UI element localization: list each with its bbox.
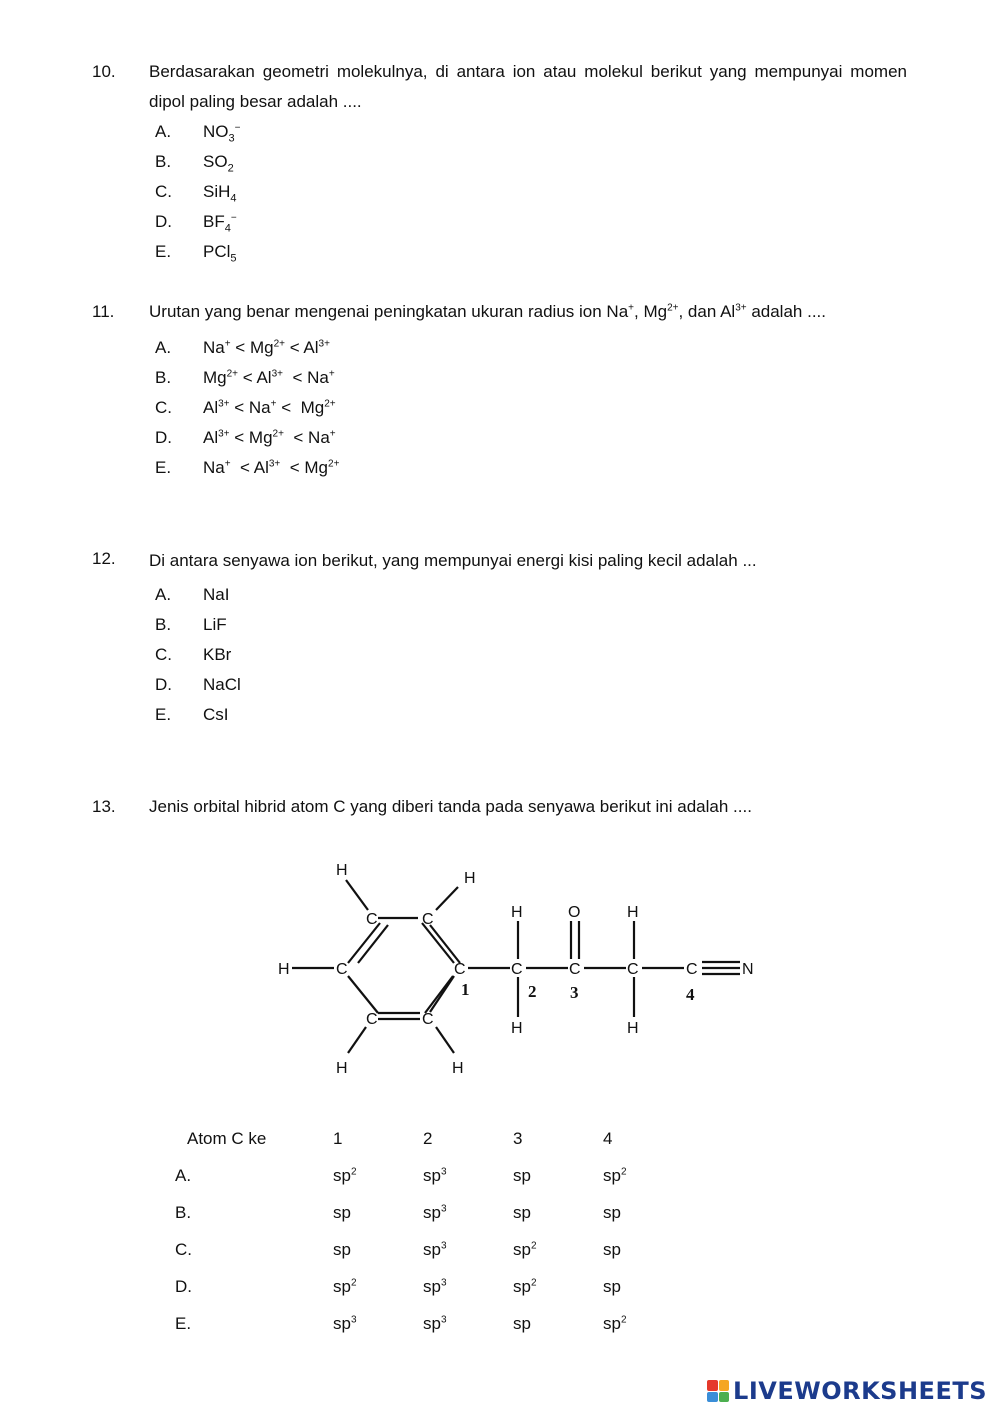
question-12 [92,544,907,730]
table-cell: sp [513,1314,531,1333]
option-value: $NO_3^-$ [203,122,241,145]
atom-c: C [422,1011,434,1028]
option-label: C. [155,398,172,417]
option-c[interactable] [155,640,907,670]
atom-h: H [464,870,476,887]
question-text: Di antara senyawa ion berikut, yang mempunyai energi kisi paling kecil adalah ... [149,551,757,570]
table-cell: $sp^3$ [333,1314,357,1333]
option-b[interactable] [155,610,907,640]
option-e[interactable] [155,453,907,483]
option-label: B. [155,368,172,387]
atom-n: N [742,961,754,978]
option-label: D. [155,428,172,447]
question-number: 11. [92,302,115,321]
option-label: E. [155,242,172,261]
table-cell: $sp^3$ [423,1240,447,1259]
liveworksheets-logo[interactable] [707,1377,987,1405]
atom-h: H [452,1060,464,1077]
option-d[interactable] [155,423,907,453]
question-number: 10. [92,62,116,81]
option-value: $BF_4^-$ [203,212,237,235]
atom-h: H [511,904,523,921]
atoms [278,862,754,1077]
table-cell: $sp^3$ [423,1277,447,1296]
option-d[interactable] [155,207,907,237]
table-cell: $sp^2$ [603,1166,627,1185]
option-value: $Na^+ < Mg^{2+} < Al^{3+}$ [203,338,330,357]
option-value: $Mg^{2+} < Al^{3+} < Na^+$ [203,368,335,387]
table-header [187,1124,693,1161]
table-cell: $sp^2$ [603,1314,627,1333]
option-list [155,580,907,730]
option-value: PCl$_5$ [203,242,237,265]
option-b[interactable] [175,1198,693,1235]
option-list [155,117,907,267]
header-cell: Atom C ke [187,1129,267,1148]
question-number: 12. [92,549,116,568]
option-a[interactable] [155,580,907,610]
option-label: A. [175,1166,192,1185]
option-value: SiH$_4$ [203,182,237,205]
atom-c: C [422,911,434,928]
table-cell: sp [603,1277,621,1296]
header-cell: 2 [423,1129,433,1148]
option-value: LiF [203,615,227,634]
option-b[interactable] [155,363,907,393]
question-10 [92,57,907,267]
option-label: B. [155,615,172,634]
header-cell: 3 [513,1129,523,1148]
atom-c: C [569,961,581,978]
atom-h: H [511,1020,523,1037]
table-cell: $sp^3$ [423,1166,447,1185]
option-label: A. [155,585,172,604]
option-a[interactable] [175,1161,693,1198]
question-text: Jenis orbital hibrid atom C yang diberi tanda pada senyawa berikut ini adalah .... [149,797,752,816]
table-cell: sp [513,1203,531,1222]
option-label: E. [155,458,172,477]
table-cell: $sp^3$ [423,1203,447,1222]
option-value: KBr [203,645,232,664]
header-cell: 4 [603,1129,613,1148]
option-label: C. [155,182,172,201]
question-number: 13. [92,797,116,816]
option-list [155,333,907,483]
atom-c: C [686,961,698,978]
option-e[interactable] [155,700,907,730]
option-value: NaCl [203,675,241,694]
atom-h: H [336,1060,348,1077]
mark-4: 4 [686,985,695,1004]
atom-c: C [511,961,523,978]
question-text: Urutan yang benar mengenai peningkatan ukuran radius ion Na+, $Mg^{2+}$, dan $Al^{3+}$ adalah .... [149,302,826,321]
option-label: C. [175,1240,192,1259]
atom-h: H [627,1020,639,1037]
table-cell: $sp^3$ [423,1314,447,1333]
atom-c: C [366,911,378,928]
atom-o: O [568,904,581,921]
hybridization-table [175,1124,693,1346]
question-11 [92,297,907,483]
table-cell: sp [333,1240,351,1259]
molecule-structure [270,855,770,1085]
header-cell: 1 [333,1129,343,1148]
option-label: E. [175,1314,192,1333]
atom-h: H [278,961,290,978]
mark-3: 3 [570,983,579,1002]
option-label: B. [155,152,172,171]
question-13 [92,792,907,822]
option-value: $SO_2$ [203,152,234,175]
option-d[interactable] [155,670,907,700]
option-label: D. [175,1277,192,1296]
option-b[interactable] [155,147,907,177]
option-value: CsI [203,705,229,724]
table-cell: $sp^2$ [513,1277,537,1296]
option-label: B. [175,1203,192,1222]
option-label: D. [155,675,172,694]
carbon-marks [461,980,695,1004]
atom-h: H [336,862,348,879]
option-e[interactable] [155,237,907,267]
table-cell: $sp^2$ [333,1166,357,1185]
atom-h: H [627,904,639,921]
table-cell: sp [603,1240,621,1259]
table-cell: $sp^2$ [513,1240,537,1259]
option-c[interactable] [175,1235,693,1272]
option-value: $Al^{3+} < Mg^{2+} < Na^+$ [203,428,336,447]
mark-1: 1 [461,980,470,999]
question-text: Berdasarakan geometri molekulnya, di antara ion atau molekul berikut yang mempunyai momen dipol paling besar adalah .... [149,62,907,111]
atom-c: C [336,961,348,978]
option-d[interactable] [175,1272,693,1309]
table-cell: sp [333,1203,351,1222]
atom-c: C [366,1011,378,1028]
brand-icon [707,1380,729,1402]
atom-c: C [454,961,466,978]
option-c[interactable] [155,393,907,423]
option-label: C. [155,645,172,664]
option-label: A. [155,122,172,141]
atom-c: C [627,961,639,978]
table-cell: sp [513,1166,531,1185]
option-value: $Na^+ < Al^{3+} < Mg^{2+}$ [203,458,340,477]
option-label: E. [155,705,172,724]
option-label: D. [155,212,172,231]
mark-2: 2 [528,982,537,1001]
option-e[interactable] [175,1309,693,1346]
option-value: $Al^{3+} < Na^+ < Mg^{2+}$ [203,398,336,417]
option-a[interactable] [155,333,907,363]
option-a[interactable] [155,117,907,147]
option-c[interactable] [155,177,907,207]
brand-name: LIVEWORKSHEETS [733,1377,987,1405]
option-label: A. [155,338,172,357]
option-value: NaI [203,585,230,604]
table-cell: sp [603,1203,621,1222]
table-cell: $sp^2$ [333,1277,357,1296]
